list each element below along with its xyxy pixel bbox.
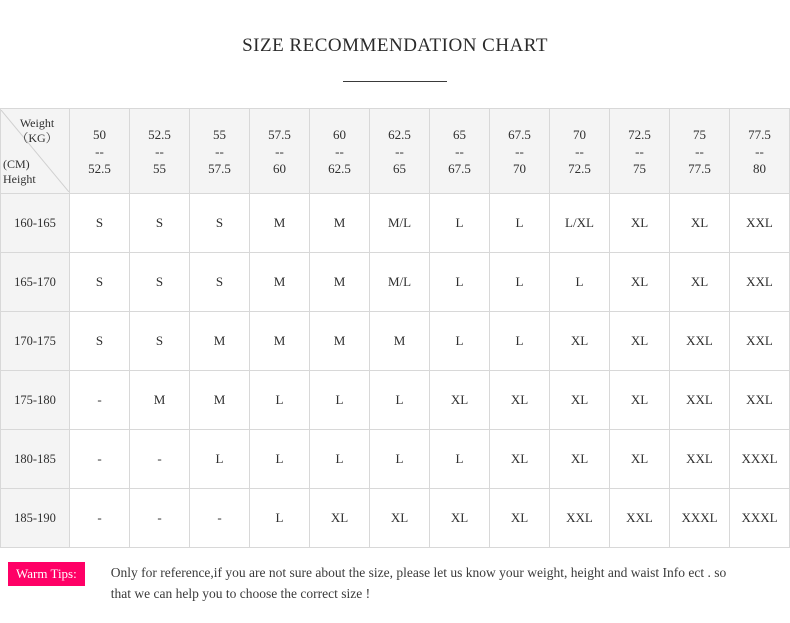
column-header	[130, 109, 190, 194]
size-cell: XXXL	[730, 489, 790, 548]
size-cell: L	[430, 253, 490, 312]
size-cell: L	[490, 312, 550, 371]
size-cell: -	[130, 489, 190, 548]
col-dash: --	[695, 143, 704, 159]
table-row	[1, 312, 790, 371]
size-cell: XXL	[730, 253, 790, 312]
size-cell: M	[190, 371, 250, 430]
size-cell: XXL	[670, 312, 730, 371]
size-cell: L	[550, 253, 610, 312]
col-top: 77.5	[748, 126, 771, 142]
size-cell: M/L	[370, 194, 430, 253]
corner-height-text: Height	[3, 172, 36, 186]
size-cell: XXL	[550, 489, 610, 548]
row-header: 180-185	[1, 430, 70, 489]
col-top: 67.5	[508, 126, 531, 142]
size-cell: S	[190, 194, 250, 253]
size-cell: XL	[490, 371, 550, 430]
size-cell: L	[310, 430, 370, 489]
col-dash: --	[395, 143, 404, 159]
col-bottom: 52.5	[88, 160, 111, 176]
col-bottom: 62.5	[328, 160, 351, 176]
size-cell: XL	[610, 430, 670, 489]
size-cell: L	[250, 489, 310, 548]
col-top: 75	[693, 126, 706, 142]
size-cell: M	[190, 312, 250, 371]
size-cell: S	[70, 253, 130, 312]
col-dash: --	[335, 143, 344, 159]
col-bottom: 55	[153, 160, 166, 176]
col-bottom: 75	[633, 160, 646, 176]
column-header	[310, 109, 370, 194]
col-dash: --	[455, 143, 464, 159]
col-dash: --	[95, 143, 104, 159]
row-header: 170-175	[1, 312, 70, 371]
row-header: 185-190	[1, 489, 70, 548]
size-recommendation-table	[0, 108, 790, 548]
table-header-row	[1, 109, 790, 194]
warm-tips-text: Only for reference,if you are not sure about the size, please let us know your weight, height and waist Info ect . so that we can help you to choose the correct size !	[110, 565, 727, 601]
col-bottom: 57.5	[208, 160, 231, 176]
warm-tips-badge: Warm Tips:	[8, 562, 85, 586]
column-header	[610, 109, 670, 194]
col-top: 55	[213, 126, 226, 142]
size-cell: M	[250, 194, 310, 253]
corner-height-unit: (CM)	[3, 157, 30, 171]
size-cell: XXXL	[730, 430, 790, 489]
size-cell: XL	[310, 489, 370, 548]
column-header	[550, 109, 610, 194]
size-cell: XL	[430, 489, 490, 548]
col-bottom: 77.5	[688, 160, 711, 176]
col-dash: --	[155, 143, 164, 159]
row-header: 175-180	[1, 371, 70, 430]
table-row	[1, 430, 790, 489]
size-cell: XL	[610, 312, 670, 371]
size-cell: XXL	[670, 430, 730, 489]
col-dash: --	[215, 143, 224, 159]
size-cell: XXL	[610, 489, 670, 548]
col-dash: --	[515, 143, 524, 159]
col-top: 72.5	[628, 126, 651, 142]
size-cell: L	[490, 253, 550, 312]
column-header	[250, 109, 310, 194]
size-cell: S	[70, 312, 130, 371]
size-cell: XL	[670, 194, 730, 253]
size-cell: XXXL	[670, 489, 730, 548]
row-header: 160-165	[1, 194, 70, 253]
size-cell: S	[130, 194, 190, 253]
size-cell: S	[70, 194, 130, 253]
col-dash: --	[635, 143, 644, 159]
size-cell: XL	[610, 371, 670, 430]
table-row	[1, 194, 790, 253]
size-cell: M	[250, 312, 310, 371]
table-row	[1, 371, 790, 430]
size-cell: S	[190, 253, 250, 312]
size-cell: M	[310, 312, 370, 371]
size-cell: XXL	[670, 371, 730, 430]
size-cell: XL	[670, 253, 730, 312]
size-cell: XL	[490, 489, 550, 548]
size-cell: M	[310, 253, 370, 312]
column-header	[490, 109, 550, 194]
corner-weight-text: Weight	[19, 116, 55, 130]
size-cell: XXL	[730, 371, 790, 430]
title-divider	[343, 81, 447, 82]
col-dash: --	[755, 143, 764, 159]
size-cell: -	[70, 489, 130, 548]
size-cell: L	[370, 371, 430, 430]
size-cell: XL	[610, 194, 670, 253]
size-cell: XL	[610, 253, 670, 312]
col-top: 62.5	[388, 126, 411, 142]
size-cell: -	[190, 489, 250, 548]
size-cell: L	[490, 194, 550, 253]
size-cell: L	[310, 371, 370, 430]
table-corner-cell	[1, 109, 70, 194]
size-cell: L	[430, 430, 490, 489]
size-cell: XL	[490, 430, 550, 489]
row-header: 165-170	[1, 253, 70, 312]
col-bottom: 72.5	[568, 160, 591, 176]
size-cell: L	[250, 371, 310, 430]
size-table-wrapper	[0, 108, 790, 548]
column-header	[730, 109, 790, 194]
col-bottom: 65	[393, 160, 406, 176]
table-row	[1, 253, 790, 312]
page-title: SIZE RECOMMENDATION CHART	[242, 35, 548, 56]
column-header	[190, 109, 250, 194]
column-header	[430, 109, 490, 194]
size-cell: XXL	[730, 194, 790, 253]
size-cell: L	[250, 430, 310, 489]
size-cell: L/XL	[550, 194, 610, 253]
column-header	[670, 109, 730, 194]
size-cell: L	[430, 312, 490, 371]
size-cell: L	[430, 194, 490, 253]
corner-weight-label	[9, 116, 65, 146]
size-cell: L	[190, 430, 250, 489]
column-header	[370, 109, 430, 194]
column-header	[70, 109, 130, 194]
warm-tips	[0, 562, 790, 604]
col-top: 70	[573, 126, 586, 142]
col-dash: --	[575, 143, 584, 159]
size-cell: XXL	[730, 312, 790, 371]
size-cell: -	[130, 430, 190, 489]
size-cell: M/L	[370, 253, 430, 312]
size-cell: M	[130, 371, 190, 430]
col-top: 60	[333, 126, 346, 142]
table-row	[1, 489, 790, 548]
size-cell: -	[70, 371, 130, 430]
col-bottom: 60	[273, 160, 286, 176]
col-top: 50	[93, 126, 106, 142]
size-cell: XL	[550, 312, 610, 371]
size-cell: S	[130, 253, 190, 312]
corner-height-label	[3, 157, 59, 187]
col-bottom: 67.5	[448, 160, 471, 176]
size-cell: XL	[550, 371, 610, 430]
col-top: 57.5	[268, 126, 291, 142]
size-cell: -	[70, 430, 130, 489]
col-bottom: 80	[753, 160, 766, 176]
corner-weight-unit: （KG）	[16, 131, 58, 145]
col-top: 52.5	[148, 126, 171, 142]
size-cell: XL	[430, 371, 490, 430]
size-cell: M	[250, 253, 310, 312]
size-cell: M	[310, 194, 370, 253]
size-cell: M	[370, 312, 430, 371]
size-cell: L	[370, 430, 430, 489]
size-cell: XL	[370, 489, 430, 548]
col-bottom: 70	[513, 160, 526, 176]
size-cell: S	[130, 312, 190, 371]
col-top: 65	[453, 126, 466, 142]
size-cell: XL	[550, 430, 610, 489]
col-dash: --	[275, 143, 284, 159]
